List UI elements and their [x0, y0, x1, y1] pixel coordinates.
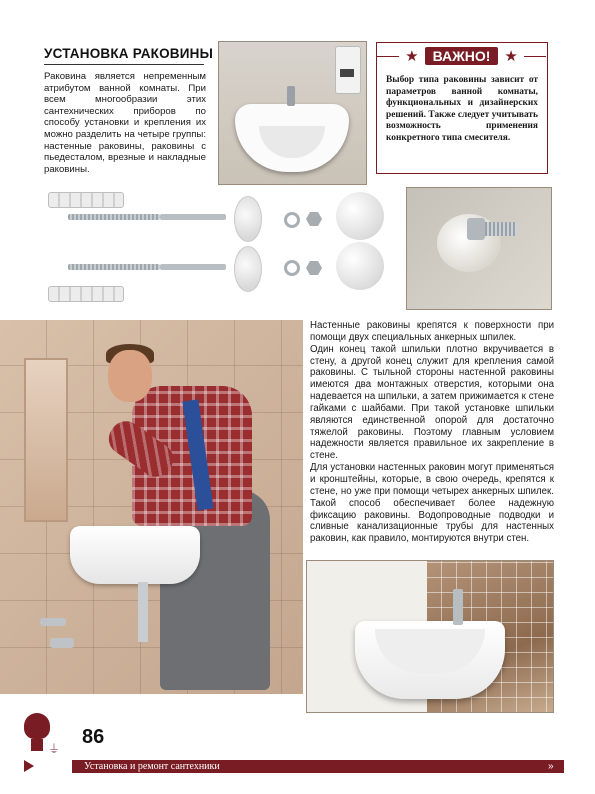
body-text	[310, 320, 554, 545]
nut	[306, 212, 322, 226]
star-icon: ★	[405, 48, 419, 65]
important-text: Выбор типа раковины зависит от параметров ванной комнаты, функциональных и дизайнерских решений. Также следует учитывать возможность применения конкретного типа смесителя.	[386, 75, 538, 143]
water-valve	[40, 618, 66, 626]
bolt-closeup-photo	[406, 187, 552, 310]
dowel-anchor	[48, 286, 124, 302]
important-header	[377, 43, 546, 69]
section-title: УСТАНОВКА РАКОВИНЫ	[44, 46, 214, 61]
faucet-icon	[287, 86, 295, 106]
drain-pipe	[138, 582, 148, 642]
intro-paragraph: Раковина является непременным атрибутом ванной комнаты. При всем многообразии этих сантехнических приборов по способу установки и крепления их можно разделить на четыре группы: настенные раковины, раковины с пьедесталом, врезные и накладные раковины.	[44, 71, 206, 175]
body-paragraph-3: Для установки настенных раковин могут применяться и кронштейны, которые, в свою очередь, крепятся к стене, но уже при помощи четырех анкерных шпилек. Такой способ обеспечивает более надежную фиксацию раковины. Водопроводные подводки и сливные канализационные трубы для настенных раковин, как правило, монтируются внутри стен.	[310, 462, 554, 545]
rosette-washer	[234, 246, 262, 292]
anchor-stud-shank	[160, 214, 226, 220]
plug-icon: ⏚	[48, 742, 61, 756]
worker-installing-sink-photo	[0, 320, 303, 694]
title-underline	[44, 64, 204, 65]
body-paragraph-2: Один конец такой шпильки плотно вкручивается в стену, а другой конец служит для крепления самой раковины. С тыльной стороны настенной раковины имеются два монтажных отверстия, которыми она надевается на шпильки, а затем прижимается к стене гайками с шайбами. При такой установке шпильки являются единственной опорой для достаточно тяжелой раковины. Поэтому главным условием надежности является правильное их закрепление в стене.	[310, 343, 554, 462]
soap-dispenser	[335, 46, 361, 94]
mounting-hardware-illustration	[44, 184, 404, 308]
sink-bowl	[235, 104, 349, 172]
sink-basin	[375, 629, 485, 673]
star-icon: ★	[504, 48, 518, 65]
sink-basin	[259, 126, 325, 158]
faucet-icon	[453, 589, 463, 625]
water-spout	[50, 638, 74, 648]
wall-mirror	[24, 358, 68, 522]
washer	[284, 212, 300, 228]
important-title: ВАЖНО!	[425, 47, 499, 65]
anchor-stud	[68, 214, 160, 220]
footer-section-label: Установка и ремонт сантехники	[84, 761, 220, 772]
sink-being-installed	[70, 526, 200, 584]
washer	[284, 260, 300, 276]
anchor-stud	[68, 264, 160, 270]
header-rule-left	[377, 56, 399, 57]
footer-arrow	[24, 760, 34, 772]
sink-photo	[218, 41, 367, 185]
nut	[306, 261, 322, 275]
anchor-stud-shank	[160, 264, 226, 270]
wall-hung-sink	[355, 621, 505, 699]
header-rule-right	[524, 56, 546, 57]
page-number: 86	[82, 726, 105, 748]
decorative-cap	[336, 242, 384, 290]
important-box	[376, 42, 548, 174]
mounting-nut	[467, 218, 485, 240]
footer-mark: »	[548, 761, 554, 772]
wall-hung-sink-photo	[306, 560, 554, 713]
dowel-anchor	[48, 192, 124, 208]
rosette-washer	[234, 196, 262, 242]
worker-head	[108, 350, 152, 402]
decorative-cap	[336, 192, 384, 240]
lightbulb-icon	[24, 713, 50, 739]
body-paragraph-1: Настенные раковины крепятся к поверхности при помощи двух специальных анкерных шпилек.	[310, 320, 554, 343]
lightbulb-base	[31, 739, 43, 751]
